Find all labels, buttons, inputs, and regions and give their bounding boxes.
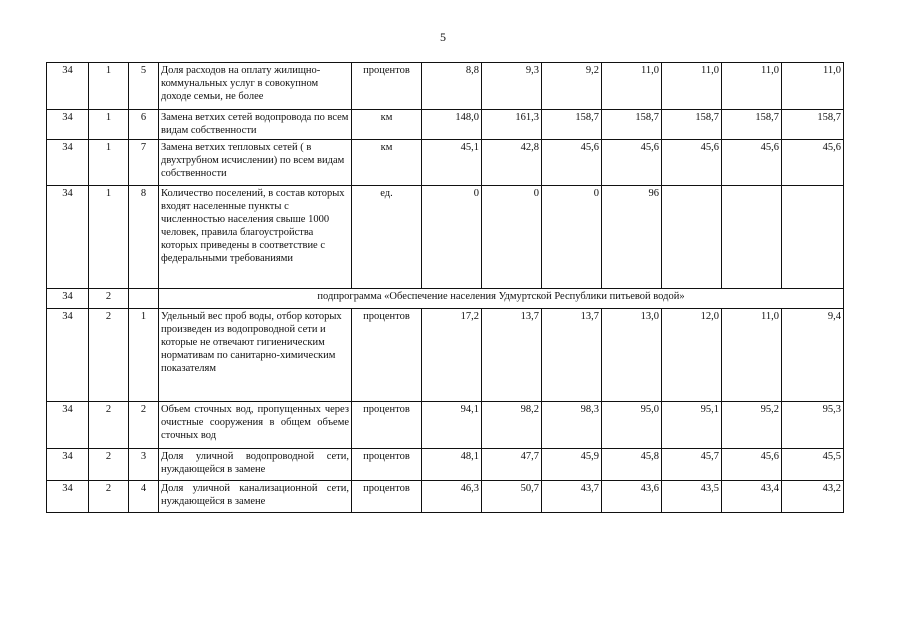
- cell-description: Количество поселений, в состав которых входят населенные пункты с численностью населения свыше 1000 человек, правила благоустройства которых приведены в соответствие с федеральными требованиями: [159, 186, 352, 289]
- cell-value: 45,6: [602, 140, 662, 186]
- cell-code-a: 34: [47, 110, 89, 140]
- table-row: [47, 186, 844, 289]
- cell-value: 8,8: [422, 63, 482, 110]
- cell-value: 43,5: [662, 481, 722, 513]
- cell-value: 43,2: [782, 481, 844, 513]
- cell-code-a: 34: [47, 186, 89, 289]
- cell-description: Удельный вес проб воды, отбор которых произведен из водопроводной сети и которые не отвечают гигиеническим нормативам по санитарно-химическим показателям: [159, 309, 352, 402]
- table-row: [47, 309, 844, 402]
- cell-value: 48,1: [422, 449, 482, 481]
- cell-value: 95,1: [662, 402, 722, 449]
- cell-value: 11,0: [722, 63, 782, 110]
- cell-value: 9,4: [782, 309, 844, 402]
- cell-code-b: 2: [89, 289, 129, 309]
- cell-value: 158,7: [662, 110, 722, 140]
- cell-code-a: 34: [47, 140, 89, 186]
- cell-unit: ед.: [352, 186, 422, 289]
- cell-description: Замена ветхих сетей водопровода по всем видам собственности: [159, 110, 352, 140]
- cell-unit: км: [352, 140, 422, 186]
- cell-value: 94,1: [422, 402, 482, 449]
- cell-code-c: 2: [129, 402, 159, 449]
- page-number: 5: [440, 30, 446, 44]
- cell-code-b: 2: [89, 402, 129, 449]
- cell-unit: процентов: [352, 449, 422, 481]
- cell-description: Объем сточных вод, пропущенных через очистные сооружения в общем объеме сточных вод: [159, 402, 352, 449]
- cell-value: 11,0: [782, 63, 844, 110]
- cell-value: 95,3: [782, 402, 844, 449]
- cell-code-b: 2: [89, 309, 129, 402]
- cell-code-c: 7: [129, 140, 159, 186]
- cell-value: 45,5: [782, 449, 844, 481]
- cell-code-b: 2: [89, 449, 129, 481]
- cell-value: 98,2: [482, 402, 542, 449]
- cell-value: 17,2: [422, 309, 482, 402]
- cell-value: 95,0: [602, 402, 662, 449]
- table-row: [47, 110, 844, 140]
- cell-value: 43,4: [722, 481, 782, 513]
- cell-code-b: 1: [89, 110, 129, 140]
- cell-value: 12,0: [662, 309, 722, 402]
- cell-code-c: 1: [129, 309, 159, 402]
- table-row: [47, 449, 844, 481]
- cell-value: 42,8: [482, 140, 542, 186]
- cell-code-b: 1: [89, 186, 129, 289]
- cell-value: 13,0: [602, 309, 662, 402]
- cell-code-b: 1: [89, 140, 129, 186]
- cell-value: 158,7: [542, 110, 602, 140]
- cell-value: 45,6: [722, 449, 782, 481]
- cell-code-c: 6: [129, 110, 159, 140]
- cell-value: 45,6: [722, 140, 782, 186]
- table-row: [47, 289, 844, 309]
- cell-value: 43,7: [542, 481, 602, 513]
- cell-code-b: 2: [89, 481, 129, 513]
- cell-code-a: 34: [47, 63, 89, 110]
- cell-value: 45,6: [542, 140, 602, 186]
- cell-value: 161,3: [482, 110, 542, 140]
- cell-value: 9,3: [482, 63, 542, 110]
- cell-value: 11,0: [602, 63, 662, 110]
- table-row: [47, 63, 844, 110]
- cell-unit: процентов: [352, 481, 422, 513]
- cell-value: 98,3: [542, 402, 602, 449]
- cell-unit: процентов: [352, 309, 422, 402]
- cell-value: 96: [602, 186, 662, 289]
- cell-unit: км: [352, 110, 422, 140]
- indicators-table: [46, 62, 844, 513]
- table-row: [47, 402, 844, 449]
- cell-value: 45,8: [602, 449, 662, 481]
- cell-value: 158,7: [602, 110, 662, 140]
- cell-value: 50,7: [482, 481, 542, 513]
- cell-code-a: 34: [47, 481, 89, 513]
- cell-value: 0: [482, 186, 542, 289]
- cell-value: 95,2: [722, 402, 782, 449]
- cell-value: 47,7: [482, 449, 542, 481]
- cell-unit: процентов: [352, 63, 422, 110]
- cell-code-a: 34: [47, 289, 89, 309]
- cell-value: 148,0: [422, 110, 482, 140]
- cell-description: Доля уличной канализационной сети, нуждающейся в замене: [159, 481, 352, 513]
- table-row: [47, 140, 844, 186]
- cell-value: 0: [542, 186, 602, 289]
- cell-value: 45,7: [662, 449, 722, 481]
- cell-value: 9,2: [542, 63, 602, 110]
- cell-value: 46,3: [422, 481, 482, 513]
- cell-value: [662, 186, 722, 289]
- cell-description: Доля уличной водопроводной сети, нуждающейся в замене: [159, 449, 352, 481]
- cell-code-a: 34: [47, 402, 89, 449]
- cell-unit: процентов: [352, 402, 422, 449]
- cell-code-c: 4: [129, 481, 159, 513]
- cell-code-a: 34: [47, 309, 89, 402]
- cell-value: 13,7: [482, 309, 542, 402]
- cell-value: 45,1: [422, 140, 482, 186]
- cell-code-a: 34: [47, 449, 89, 481]
- cell-value: 13,7: [542, 309, 602, 402]
- subprogram-title: подпрограмма «Обеспечение населения Удмуртской Республики питьевой водой»: [159, 289, 844, 309]
- cell-description: Замена ветхих тепловых сетей ( в двухтрубном исчислении) по всем видам собственности: [159, 140, 352, 186]
- cell-value: 11,0: [662, 63, 722, 110]
- cell-code-c: 5: [129, 63, 159, 110]
- cell-value: 11,0: [722, 309, 782, 402]
- cell-value: [722, 186, 782, 289]
- table-row: [47, 481, 844, 513]
- cell-value: 45,6: [662, 140, 722, 186]
- cell-description: Доля расходов на оплату жилищно-коммунальных услуг в совокупном доходе семьи, не более: [159, 63, 352, 110]
- cell-value: 45,9: [542, 449, 602, 481]
- cell-code-c: [129, 289, 159, 309]
- cell-value: 43,6: [602, 481, 662, 513]
- cell-value: 45,6: [782, 140, 844, 186]
- cell-value: 158,7: [782, 110, 844, 140]
- cell-code-c: 8: [129, 186, 159, 289]
- cell-value: 0: [422, 186, 482, 289]
- cell-value: 158,7: [722, 110, 782, 140]
- cell-code-b: 1: [89, 63, 129, 110]
- cell-code-c: 3: [129, 449, 159, 481]
- cell-value: [782, 186, 844, 289]
